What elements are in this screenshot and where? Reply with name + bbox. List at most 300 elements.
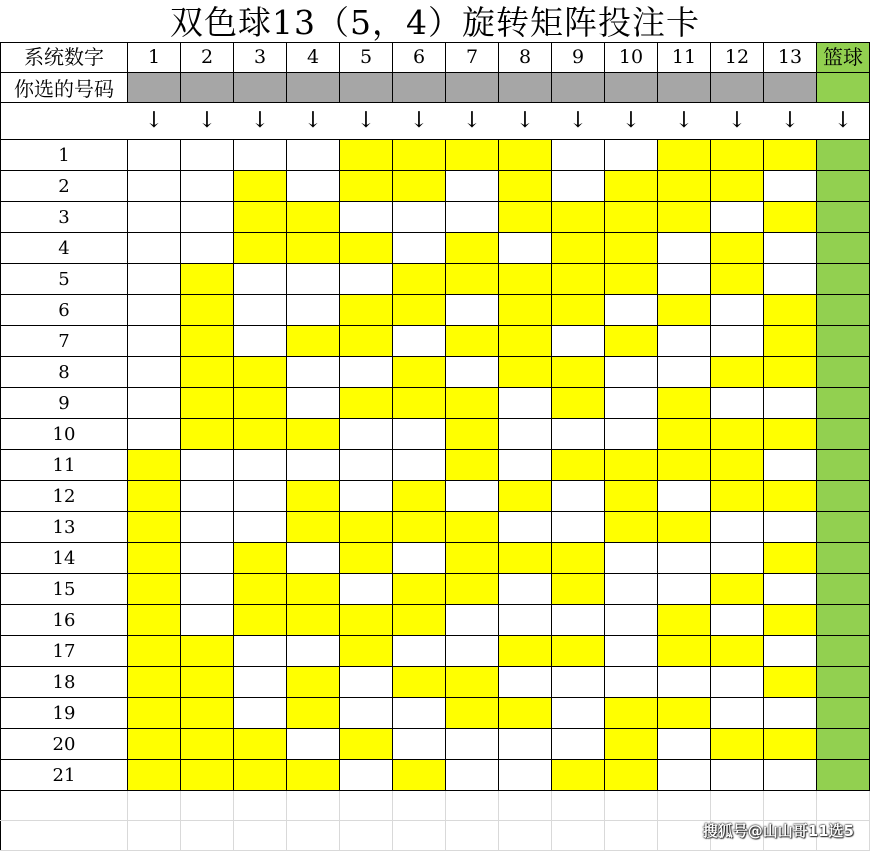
marked-cell xyxy=(393,605,446,636)
row-label: 11 xyxy=(1,450,128,481)
unmarked-cell xyxy=(181,233,234,264)
unmarked-cell xyxy=(658,357,711,388)
pick-row xyxy=(1,73,870,103)
marked-cell xyxy=(340,729,393,760)
unmarked-cell xyxy=(234,295,287,326)
column-header-12: 12 xyxy=(711,43,764,73)
empty-row xyxy=(1,791,870,821)
empty-cell xyxy=(393,821,446,851)
pick-cell[interactable] xyxy=(446,73,499,103)
marked-cell xyxy=(605,326,658,357)
marked-cell xyxy=(340,171,393,202)
marked-cell xyxy=(181,729,234,760)
unmarked-cell xyxy=(711,295,764,326)
empty-cell xyxy=(234,821,287,851)
matrix-row xyxy=(1,450,870,481)
row-label: 8 xyxy=(1,357,128,388)
marked-cell xyxy=(446,140,499,171)
matrix-row xyxy=(1,760,870,791)
unmarked-cell xyxy=(287,636,340,667)
unmarked-cell xyxy=(552,729,605,760)
marked-cell xyxy=(234,605,287,636)
unmarked-cell xyxy=(499,760,552,791)
marked-cell xyxy=(552,543,605,574)
pick-cell[interactable] xyxy=(499,73,552,103)
marked-cell xyxy=(234,171,287,202)
marked-cell xyxy=(234,729,287,760)
marked-cell xyxy=(393,574,446,605)
unmarked-cell xyxy=(234,264,287,295)
marked-cell xyxy=(234,233,287,264)
unmarked-cell xyxy=(340,667,393,698)
marked-cell xyxy=(658,450,711,481)
marked-cell xyxy=(393,760,446,791)
matrix-row xyxy=(1,481,870,512)
arrow-down-icon: ↓ xyxy=(552,103,605,140)
unmarked-cell xyxy=(552,419,605,450)
marked-cell xyxy=(393,357,446,388)
unmarked-cell xyxy=(340,357,393,388)
column-header-6: 6 xyxy=(393,43,446,73)
unmarked-cell xyxy=(340,419,393,450)
matrix-row xyxy=(1,233,870,264)
row-label: 3 xyxy=(1,202,128,233)
unmarked-cell xyxy=(764,171,817,202)
marked-cell xyxy=(181,667,234,698)
unmarked-cell xyxy=(287,264,340,295)
empty-cell xyxy=(552,821,605,851)
marked-cell xyxy=(764,481,817,512)
unmarked-cell xyxy=(499,419,552,450)
unmarked-cell xyxy=(128,388,181,419)
pick-cell[interactable] xyxy=(552,73,605,103)
marked-cell xyxy=(234,543,287,574)
arrow-down-icon: ↓ xyxy=(128,103,181,140)
marked-cell xyxy=(499,295,552,326)
marked-cell xyxy=(181,760,234,791)
unmarked-cell xyxy=(711,543,764,574)
marked-cell xyxy=(499,171,552,202)
matrix-row xyxy=(1,202,870,233)
marked-cell xyxy=(446,574,499,605)
marked-cell xyxy=(764,295,817,326)
marked-cell xyxy=(128,636,181,667)
unmarked-cell xyxy=(340,264,393,295)
arrow-down-icon: ↓ xyxy=(393,103,446,140)
marked-cell xyxy=(287,481,340,512)
empty-cell xyxy=(764,791,817,821)
empty-cell xyxy=(446,821,499,851)
marked-cell xyxy=(340,543,393,574)
unmarked-cell xyxy=(658,543,711,574)
marked-cell xyxy=(552,636,605,667)
unmarked-cell xyxy=(764,450,817,481)
unmarked-cell xyxy=(658,233,711,264)
pick-cell[interactable] xyxy=(764,73,817,103)
unmarked-cell xyxy=(499,667,552,698)
marked-cell xyxy=(552,574,605,605)
unmarked-cell xyxy=(181,512,234,543)
marked-cell xyxy=(181,388,234,419)
marked-cell xyxy=(711,481,764,512)
unmarked-cell xyxy=(181,481,234,512)
unmarked-cell xyxy=(287,388,340,419)
marked-cell xyxy=(128,543,181,574)
matrix-row xyxy=(1,419,870,450)
marked-cell xyxy=(234,357,287,388)
unmarked-cell xyxy=(552,326,605,357)
marked-cell xyxy=(181,295,234,326)
unmarked-cell xyxy=(234,481,287,512)
empty-cell xyxy=(181,821,234,851)
unmarked-cell xyxy=(446,760,499,791)
column-header-10: 10 xyxy=(605,43,658,73)
marked-cell xyxy=(764,419,817,450)
marked-cell xyxy=(499,140,552,171)
marked-cell xyxy=(711,450,764,481)
marked-cell xyxy=(764,667,817,698)
marked-cell xyxy=(446,667,499,698)
blue-ball-cell xyxy=(817,729,870,760)
unmarked-cell xyxy=(658,729,711,760)
marked-cell xyxy=(605,264,658,295)
empty-cell xyxy=(393,791,446,821)
unmarked-cell xyxy=(181,574,234,605)
unmarked-cell xyxy=(446,202,499,233)
unmarked-cell xyxy=(605,605,658,636)
row-label: 7 xyxy=(1,326,128,357)
unmarked-cell xyxy=(446,171,499,202)
blue-ball-cell xyxy=(817,636,870,667)
pick-cell[interactable] xyxy=(128,73,181,103)
arrow-down-icon: ↓ xyxy=(499,103,552,140)
unmarked-cell xyxy=(287,543,340,574)
pick-blue-cell[interactable] xyxy=(817,73,870,103)
marked-cell xyxy=(393,481,446,512)
unmarked-cell xyxy=(128,419,181,450)
marked-cell xyxy=(764,202,817,233)
empty-cell xyxy=(340,791,393,821)
unmarked-cell xyxy=(552,171,605,202)
column-header-5: 5 xyxy=(340,43,393,73)
marked-cell xyxy=(711,574,764,605)
marked-cell xyxy=(287,698,340,729)
unmarked-cell xyxy=(552,605,605,636)
marked-cell xyxy=(128,512,181,543)
unmarked-cell xyxy=(446,636,499,667)
marked-cell xyxy=(128,667,181,698)
unmarked-cell xyxy=(181,140,234,171)
marked-cell xyxy=(658,171,711,202)
unmarked-cell xyxy=(234,512,287,543)
unmarked-cell xyxy=(658,574,711,605)
blue-ball-cell xyxy=(817,202,870,233)
marked-cell xyxy=(658,605,711,636)
unmarked-cell xyxy=(658,667,711,698)
pick-cell[interactable] xyxy=(605,73,658,103)
unmarked-cell xyxy=(287,729,340,760)
row-label: 4 xyxy=(1,233,128,264)
marked-cell xyxy=(446,388,499,419)
unmarked-cell xyxy=(393,202,446,233)
marked-cell xyxy=(287,512,340,543)
marked-cell xyxy=(234,388,287,419)
unmarked-cell xyxy=(711,760,764,791)
empty-cell xyxy=(817,791,870,821)
empty-cell xyxy=(552,791,605,821)
column-header-4: 4 xyxy=(287,43,340,73)
marked-cell xyxy=(234,419,287,450)
blue-ball-cell xyxy=(817,574,870,605)
row-label: 1 xyxy=(1,140,128,171)
row-label: 15 xyxy=(1,574,128,605)
empty-cell xyxy=(1,791,128,821)
column-header-11: 11 xyxy=(658,43,711,73)
marked-cell xyxy=(552,450,605,481)
marked-cell xyxy=(605,233,658,264)
unmarked-cell xyxy=(181,171,234,202)
unmarked-cell xyxy=(340,760,393,791)
unmarked-cell xyxy=(764,512,817,543)
arrow-down-icon: ↓ xyxy=(287,103,340,140)
unmarked-cell xyxy=(393,698,446,729)
blue-ball-cell xyxy=(817,295,870,326)
marked-cell xyxy=(393,140,446,171)
marked-cell xyxy=(658,295,711,326)
marked-cell xyxy=(499,326,552,357)
matrix-row xyxy=(1,605,870,636)
marked-cell xyxy=(287,326,340,357)
marked-cell xyxy=(181,357,234,388)
blue-ball-cell xyxy=(817,388,870,419)
empty-cell xyxy=(446,791,499,821)
marked-cell xyxy=(711,357,764,388)
matrix-row xyxy=(1,264,870,295)
marked-cell xyxy=(128,481,181,512)
matrix-row xyxy=(1,295,870,326)
matrix-row xyxy=(1,667,870,698)
unmarked-cell xyxy=(764,760,817,791)
matrix-row xyxy=(1,357,870,388)
unmarked-cell xyxy=(605,543,658,574)
unmarked-cell xyxy=(711,667,764,698)
unmarked-cell xyxy=(287,450,340,481)
marked-cell xyxy=(605,698,658,729)
matrix-row xyxy=(1,388,870,419)
row-label: 21 xyxy=(1,760,128,791)
arrow-down-icon: ↓ xyxy=(711,103,764,140)
row-label: 6 xyxy=(1,295,128,326)
marked-cell xyxy=(128,574,181,605)
marked-cell xyxy=(340,326,393,357)
unmarked-cell xyxy=(340,698,393,729)
marked-cell xyxy=(764,605,817,636)
empty-cell xyxy=(287,791,340,821)
marked-cell xyxy=(128,729,181,760)
empty-cell xyxy=(287,821,340,851)
unmarked-cell xyxy=(499,605,552,636)
row-label: 18 xyxy=(1,667,128,698)
blue-ball-cell xyxy=(817,760,870,791)
arrow-down-icon: ↓ xyxy=(817,103,870,140)
blue-ball-header: 篮球 xyxy=(817,43,870,73)
marked-cell xyxy=(764,140,817,171)
marked-cell xyxy=(711,636,764,667)
unmarked-cell xyxy=(128,233,181,264)
pick-cell[interactable] xyxy=(711,73,764,103)
row-label: 10 xyxy=(1,419,128,450)
marked-cell xyxy=(658,636,711,667)
marked-cell xyxy=(711,171,764,202)
marked-cell xyxy=(234,760,287,791)
unmarked-cell xyxy=(128,357,181,388)
matrix-table xyxy=(0,42,870,851)
marked-cell xyxy=(711,729,764,760)
unmarked-cell xyxy=(605,419,658,450)
marked-cell xyxy=(287,233,340,264)
pick-cell[interactable] xyxy=(393,73,446,103)
marked-cell xyxy=(393,264,446,295)
marked-cell xyxy=(605,729,658,760)
unmarked-cell xyxy=(393,419,446,450)
marked-cell xyxy=(446,233,499,264)
marked-cell xyxy=(287,574,340,605)
marked-cell xyxy=(446,698,499,729)
unmarked-cell xyxy=(499,388,552,419)
unmarked-cell xyxy=(287,171,340,202)
arrow-down-icon: ↓ xyxy=(764,103,817,140)
marked-cell xyxy=(446,512,499,543)
pick-cell[interactable] xyxy=(234,73,287,103)
marked-cell xyxy=(181,326,234,357)
unmarked-cell xyxy=(393,326,446,357)
marked-cell xyxy=(446,543,499,574)
blue-ball-cell xyxy=(817,419,870,450)
marked-cell xyxy=(658,419,711,450)
pick-cell[interactable] xyxy=(340,73,393,103)
unmarked-cell xyxy=(128,295,181,326)
arrow-row-spacer xyxy=(1,103,128,140)
unmarked-cell xyxy=(711,698,764,729)
marked-cell xyxy=(287,202,340,233)
unmarked-cell xyxy=(340,450,393,481)
marked-cell xyxy=(340,636,393,667)
empty-cell xyxy=(605,791,658,821)
matrix-row xyxy=(1,698,870,729)
pick-cell[interactable] xyxy=(658,73,711,103)
marked-cell xyxy=(128,698,181,729)
blue-ball-cell xyxy=(817,140,870,171)
unmarked-cell xyxy=(340,202,393,233)
marked-cell xyxy=(234,574,287,605)
blue-ball-cell xyxy=(817,326,870,357)
unmarked-cell xyxy=(181,202,234,233)
unmarked-cell xyxy=(234,698,287,729)
marked-cell xyxy=(499,264,552,295)
row-label: 12 xyxy=(1,481,128,512)
blue-ball-cell xyxy=(817,264,870,295)
unmarked-cell xyxy=(499,574,552,605)
pick-cell[interactable] xyxy=(181,73,234,103)
row-label: 17 xyxy=(1,636,128,667)
unmarked-cell xyxy=(764,636,817,667)
column-header-3: 3 xyxy=(234,43,287,73)
unmarked-cell xyxy=(499,233,552,264)
blue-ball-cell xyxy=(817,450,870,481)
marked-cell xyxy=(499,481,552,512)
unmarked-cell xyxy=(287,295,340,326)
unmarked-cell xyxy=(764,388,817,419)
marked-cell xyxy=(446,264,499,295)
marked-cell xyxy=(499,698,552,729)
unmarked-cell xyxy=(446,295,499,326)
empty-cell xyxy=(128,821,181,851)
marked-cell xyxy=(340,233,393,264)
matrix-row xyxy=(1,512,870,543)
marked-cell xyxy=(711,140,764,171)
marked-cell xyxy=(234,202,287,233)
matrix-row xyxy=(1,140,870,171)
marked-cell xyxy=(340,388,393,419)
arrow-row xyxy=(1,103,870,140)
unmarked-cell xyxy=(552,140,605,171)
empty-cell xyxy=(658,791,711,821)
unmarked-cell xyxy=(393,729,446,760)
header-row xyxy=(1,43,870,73)
marked-cell xyxy=(340,140,393,171)
unmarked-cell xyxy=(711,388,764,419)
arrow-down-icon: ↓ xyxy=(446,103,499,140)
empty-cell xyxy=(181,791,234,821)
marked-cell xyxy=(181,264,234,295)
unmarked-cell xyxy=(499,729,552,760)
column-header-9: 9 xyxy=(552,43,605,73)
marked-cell xyxy=(658,698,711,729)
unmarked-cell xyxy=(287,140,340,171)
marked-cell xyxy=(764,326,817,357)
unmarked-cell xyxy=(711,605,764,636)
unmarked-cell xyxy=(711,202,764,233)
column-header-13: 13 xyxy=(764,43,817,73)
blue-ball-cell xyxy=(817,512,870,543)
marked-cell xyxy=(340,605,393,636)
marked-cell xyxy=(287,419,340,450)
marked-cell xyxy=(128,760,181,791)
marked-cell xyxy=(393,295,446,326)
unmarked-cell xyxy=(658,481,711,512)
marked-cell xyxy=(658,512,711,543)
unmarked-cell xyxy=(393,636,446,667)
marked-cell xyxy=(287,667,340,698)
marked-cell xyxy=(340,512,393,543)
column-header-8: 8 xyxy=(499,43,552,73)
marked-cell xyxy=(605,450,658,481)
unmarked-cell xyxy=(552,512,605,543)
pick-row-label: 你选的号码 xyxy=(1,73,128,103)
empty-cell xyxy=(1,821,128,851)
marked-cell xyxy=(340,295,393,326)
marked-cell xyxy=(393,512,446,543)
unmarked-cell xyxy=(128,326,181,357)
unmarked-cell xyxy=(393,450,446,481)
unmarked-cell xyxy=(287,357,340,388)
empty-cell xyxy=(340,821,393,851)
marked-cell xyxy=(287,760,340,791)
marked-cell xyxy=(552,357,605,388)
pick-cell[interactable] xyxy=(287,73,340,103)
row-label: 14 xyxy=(1,543,128,574)
unmarked-cell xyxy=(340,481,393,512)
